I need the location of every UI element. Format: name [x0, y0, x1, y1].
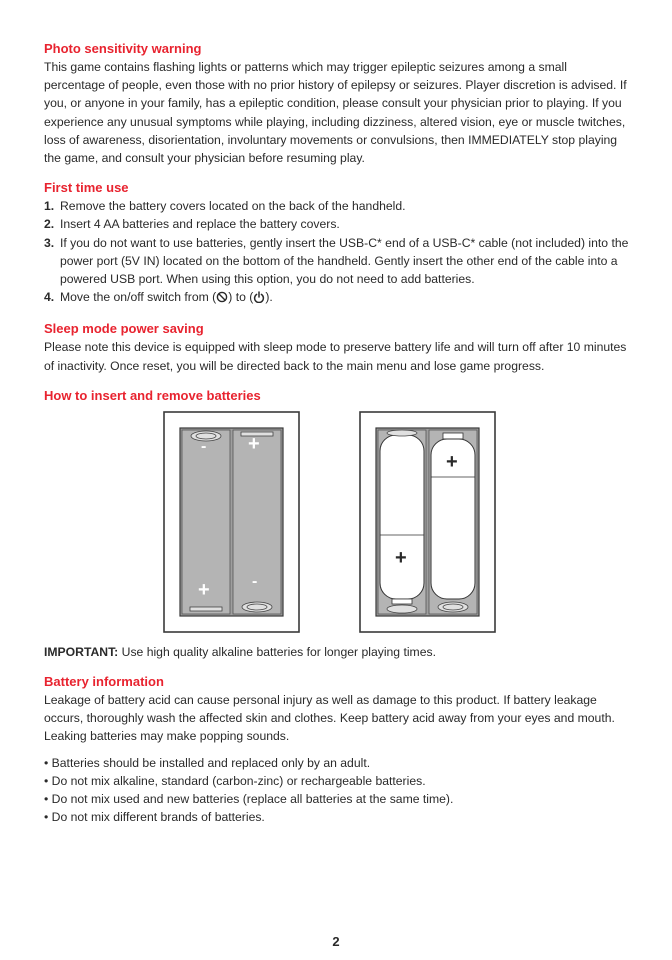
step-number: 4. [44, 290, 55, 305]
step-number: 1. [44, 199, 55, 214]
step-item [44, 197, 629, 215]
photo-sensitivity-section [44, 40, 629, 167]
battery-figures [44, 411, 629, 633]
battery-safety-list [44, 754, 629, 827]
battery-information-text: Leakage of battery acid can cause personal injury as well as damage to this product. If battery leakage occurs, thoroughly wash the affected skin and clothes. Keep battery acid away from your eyes and mouth. Leaking batteries may make popping sounds. [44, 693, 615, 744]
photo-sensitivity-heading: Photo sensitivity warning [44, 41, 202, 56]
plus-sign-label: + [198, 578, 210, 601]
step-text: Insert 4 AA batteries and replace the battery covers. [60, 217, 340, 232]
step-text-before: Move the on/off switch from ( [60, 290, 217, 305]
photo-sensitivity-text: This game contains flashing lights or patterns which may trigger epileptic seizures among a small percentage of people, even those with no prior history of epilepsy or seizures. Player discretion is advised. If you, or anyone in your family, has a epileptic condition, please consult your physician prior to playing. If you experience any unusual symptoms while playing, including dizziness, altered vision, eye or muscle twitches, loss of awareness, disorientation, involuntary movements or convulsions, then IMMEDIATELY stop playing the game, and consult your physician before resuming play. [44, 60, 627, 166]
battery-information-heading: Battery information [44, 674, 164, 690]
first-time-use-steps [44, 197, 629, 308]
manual-page [44, 40, 629, 838]
list-item: • Do not mix different brands of batteries. [44, 810, 265, 825]
step-text: Remove the battery covers located on the back of the handheld. [60, 199, 406, 214]
plus-sign-label: + [446, 450, 458, 473]
step-number: 3. [44, 235, 55, 250]
sleep-mode-text: Please note this device is equipped with sleep mode to preserve battery life and will turn off after 10 minutes of inactivity. Once reset, you will be directed back to the main menu and lose game progress. [44, 340, 627, 373]
important-label: IMPORTANT: [44, 644, 119, 659]
sleep-mode-heading: Sleep mode power saving [44, 321, 204, 337]
plus-sign-label: + [248, 432, 260, 455]
step-text-mid: ) to ( [228, 290, 254, 305]
page-number: 2 [332, 934, 340, 949]
first-time-use-heading: First time use [44, 180, 129, 196]
plus-sign-label: + [395, 546, 407, 569]
step-text: If you do not want to use batteries, gently insert the USB-C* end of a USB-C* cable (not included) into the power port (5V IN) located on the bottom of the handheld. Gently insert the other end of the cable into a powered USB port. When using this option, you do not need to add batteries. [60, 235, 629, 287]
step-text-after: ). [265, 290, 273, 305]
important-note [44, 643, 629, 661]
minus-sign-label: - [252, 572, 258, 590]
power-off-icon [216, 290, 228, 308]
step-number: 2. [44, 217, 55, 232]
sleep-mode-section [44, 320, 629, 374]
important-text: Use high quality alkaline batteries for longer playing times. [118, 644, 436, 659]
minus-sign-label: - [201, 437, 207, 455]
step-item [44, 234, 629, 289]
step-item [44, 215, 629, 233]
first-time-use-section [44, 179, 629, 308]
list-item: • Batteries should be installed and replaced only by an adult. [44, 755, 371, 770]
insert-batteries-heading: How to insert and remove batteries [44, 387, 261, 403]
power-on-icon [253, 290, 265, 308]
battery-compartment-empty-diagram [163, 411, 300, 633]
list-item: • Do not mix alkaline, standard (carbon-zinc) or rechargeable batteries. [44, 773, 426, 788]
step-item [44, 288, 629, 308]
list-item: • Do not mix used and new batteries (replace all batteries at the same time). [44, 792, 454, 807]
battery-information-section [44, 673, 629, 826]
battery-compartment-filled-diagram [359, 411, 496, 633]
insert-batteries-section [44, 387, 629, 633]
